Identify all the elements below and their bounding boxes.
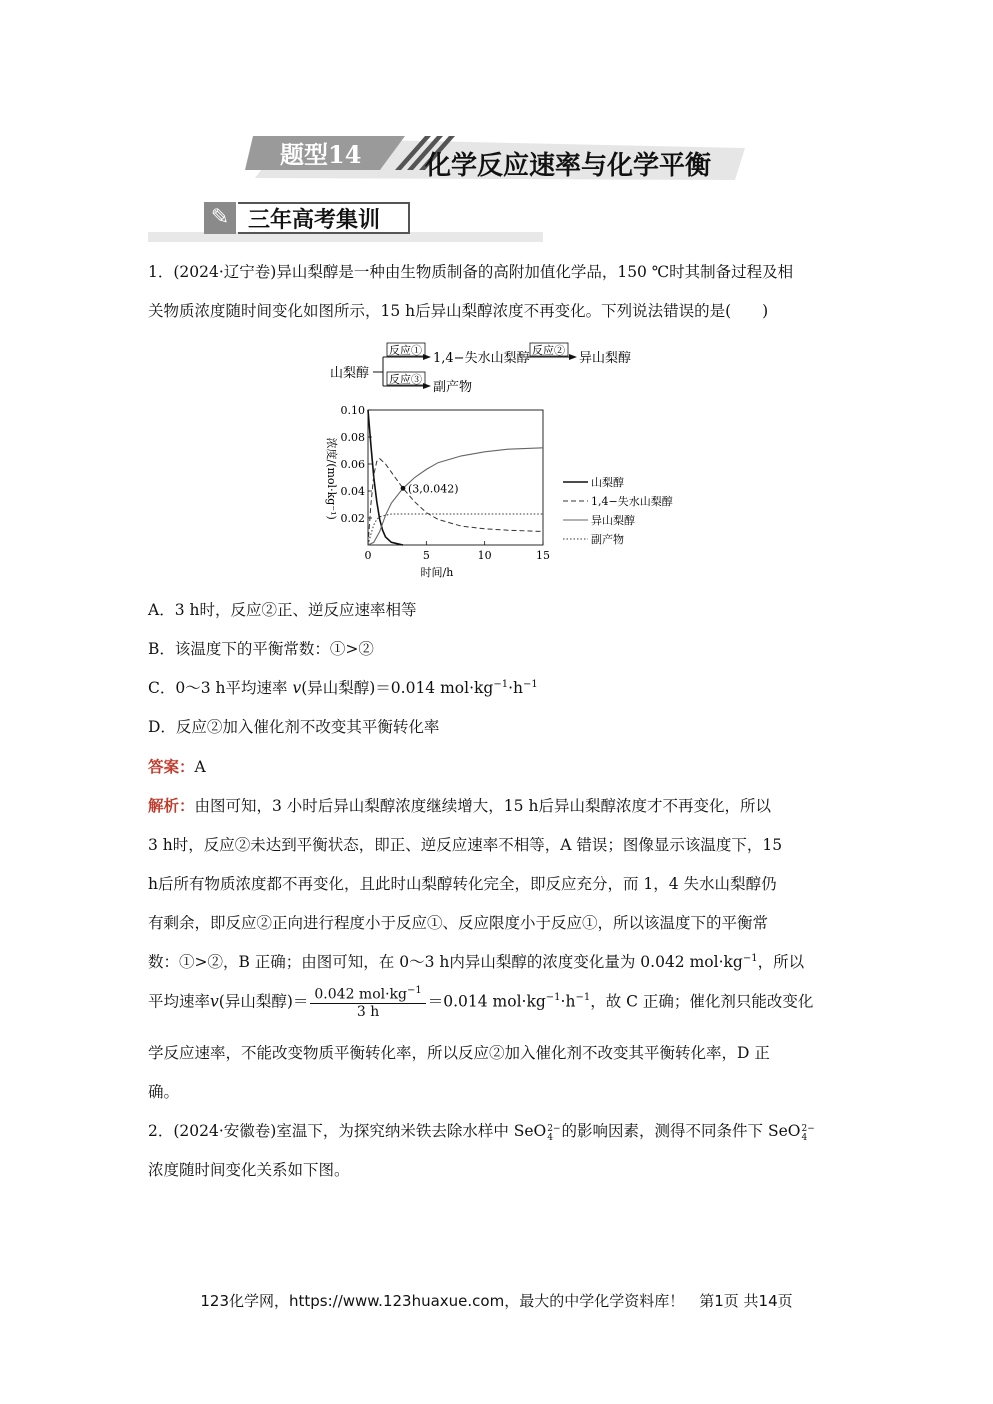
- x-tick-label: 15: [536, 549, 550, 562]
- section-header: [148, 202, 548, 246]
- x-axis-label: 时间/h: [420, 566, 454, 579]
- topic-tag: 题型14: [280, 140, 362, 169]
- x-tick-label: 10: [477, 549, 492, 562]
- y-tick-label: 0.02: [340, 512, 365, 525]
- legend-label-0: 山梨醇: [591, 476, 624, 489]
- y-axis-label: 浓度/(mol·kg⁻¹): [325, 437, 338, 520]
- scheme-r3: 反应③: [389, 373, 422, 386]
- scheme-r1: 反应①: [389, 344, 422, 357]
- concentration-chart: [318, 400, 698, 580]
- analysis-line6: 平均速率v(异山梨醇)＝ $\frac{0.042 mol\cdot kg^{-1}}{3 h}$ ＝0.014 $mol\cdot kg^{-1}\cdot h^{-1}$，故 C 正确；催化剂只能改变化: [148, 985, 814, 1020]
- annotation-label: (3,0.042): [408, 482, 459, 496]
- q2-stem-line2: 浓度随时间变化关系如下图。: [148, 1161, 350, 1179]
- scheme-mid: 1,4−失水山梨醇: [433, 351, 530, 366]
- answer-line: 答案：A: [148, 757, 206, 776]
- annotation-point: [401, 486, 406, 491]
- reaction-scheme: [325, 338, 665, 400]
- legend-label-3: 副产物: [591, 533, 624, 546]
- y-tick-label: 0.06: [340, 458, 365, 471]
- rate-fraction: $\frac{0.042 mol\cdot kg^{-1}}{3 h}$: [310, 985, 425, 1020]
- edit-icon: ✎: [204, 202, 236, 234]
- q1-stem-line2: 关物质浓度随时间变化如图所示，15 h后异山梨醇浓度不再变化。下列说法错误的是( ): [148, 302, 769, 320]
- analysis-line7: 学反应速率，不能改变物质平衡转化率，所以反应②加入催化剂不改变其平衡转化率，D 正: [148, 1044, 770, 1062]
- analysis-line5: 数：①>②，B 正确；由图可知，在 0～3 h内异山梨醇的浓度变化量为 0.042 $mol\cdot kg^{-1}$，所以: [148, 952, 805, 971]
- analysis-line1: 解析：由图可知，3 小时后异山梨醇浓度继续增大，15 h后异山梨醇浓度才不再变化，所以: [148, 796, 771, 815]
- option-b: B．该温度下的平衡常数：①>②: [148, 640, 374, 658]
- q1-stem-line1: 1．(2024·辽宁卷)异山梨醇是一种由生物质制备的高附加值化学品，150 ℃时其制备过程及相: [148, 263, 794, 281]
- analysis-line8: 确。: [148, 1083, 180, 1101]
- scheme-end: 异山梨醇: [579, 351, 632, 366]
- legend-label-2: 异山梨醇: [591, 514, 635, 527]
- plot-frame: [368, 410, 543, 545]
- q2-stem-line1: 2．(2024·安徽卷)室温下，为探究纳米铁去除水样中 SeO2− 4 的影响因素，测得不同条件下 SeO2− 4: [148, 1122, 815, 1143]
- topic-banner: [245, 130, 745, 188]
- page-footer: [0, 1290, 993, 1311]
- option-d: D．反应②加入催化剂不改变其平衡转化率: [148, 718, 440, 736]
- x-tick-label: 5: [422, 549, 430, 562]
- series-line-1: [368, 459, 543, 545]
- x-tick-label: 0: [364, 549, 372, 562]
- scheme-start: 山梨醇: [330, 366, 370, 381]
- y-tick-label: 0.10: [340, 404, 365, 417]
- analysis-line4: 有剩余，即反应②正向进行程度小于反应①、反应限度小于反应①，所以该温度下的平衡常: [148, 914, 769, 932]
- section-title: 三年高考集训: [248, 208, 381, 233]
- analysis-line2: 3 h时，反应②未达到平衡状态，即正、逆反应速率不相等，A 错误；图像显示该温度下，15: [148, 836, 783, 854]
- series-line-3: [368, 514, 543, 545]
- option-a: A．3 h时，反应②正、逆反应速率相等: [148, 601, 417, 619]
- analysis-line3: h后所有物质浓度都不再变化，且此时山梨醇转化完全，即反应充分，而 1，4 失水山梨醇仍: [148, 875, 777, 893]
- y-tick-label: 0.08: [340, 431, 365, 444]
- y-tick-label: 0.04: [340, 485, 365, 498]
- scheme-r2: 反应②: [532, 344, 565, 357]
- footer-page: 第1页 共14页: [699, 1292, 793, 1310]
- topic-title: 化学反应速率与化学平衡: [425, 151, 712, 181]
- option-c: C．0～3 h平均速率 v(异山梨醇)＝0.014 $mol\cdot kg^{-1}\cdot h^{-1}$: [148, 678, 538, 697]
- series-line-2: [368, 448, 543, 545]
- footer-site: 123化学网，https://www.123huaxue.com，最大的中学化学资料库！: [200, 1292, 685, 1310]
- scheme-side: 副产物: [433, 380, 473, 395]
- legend-label-1: 1,4−失水山梨醇: [591, 495, 673, 508]
